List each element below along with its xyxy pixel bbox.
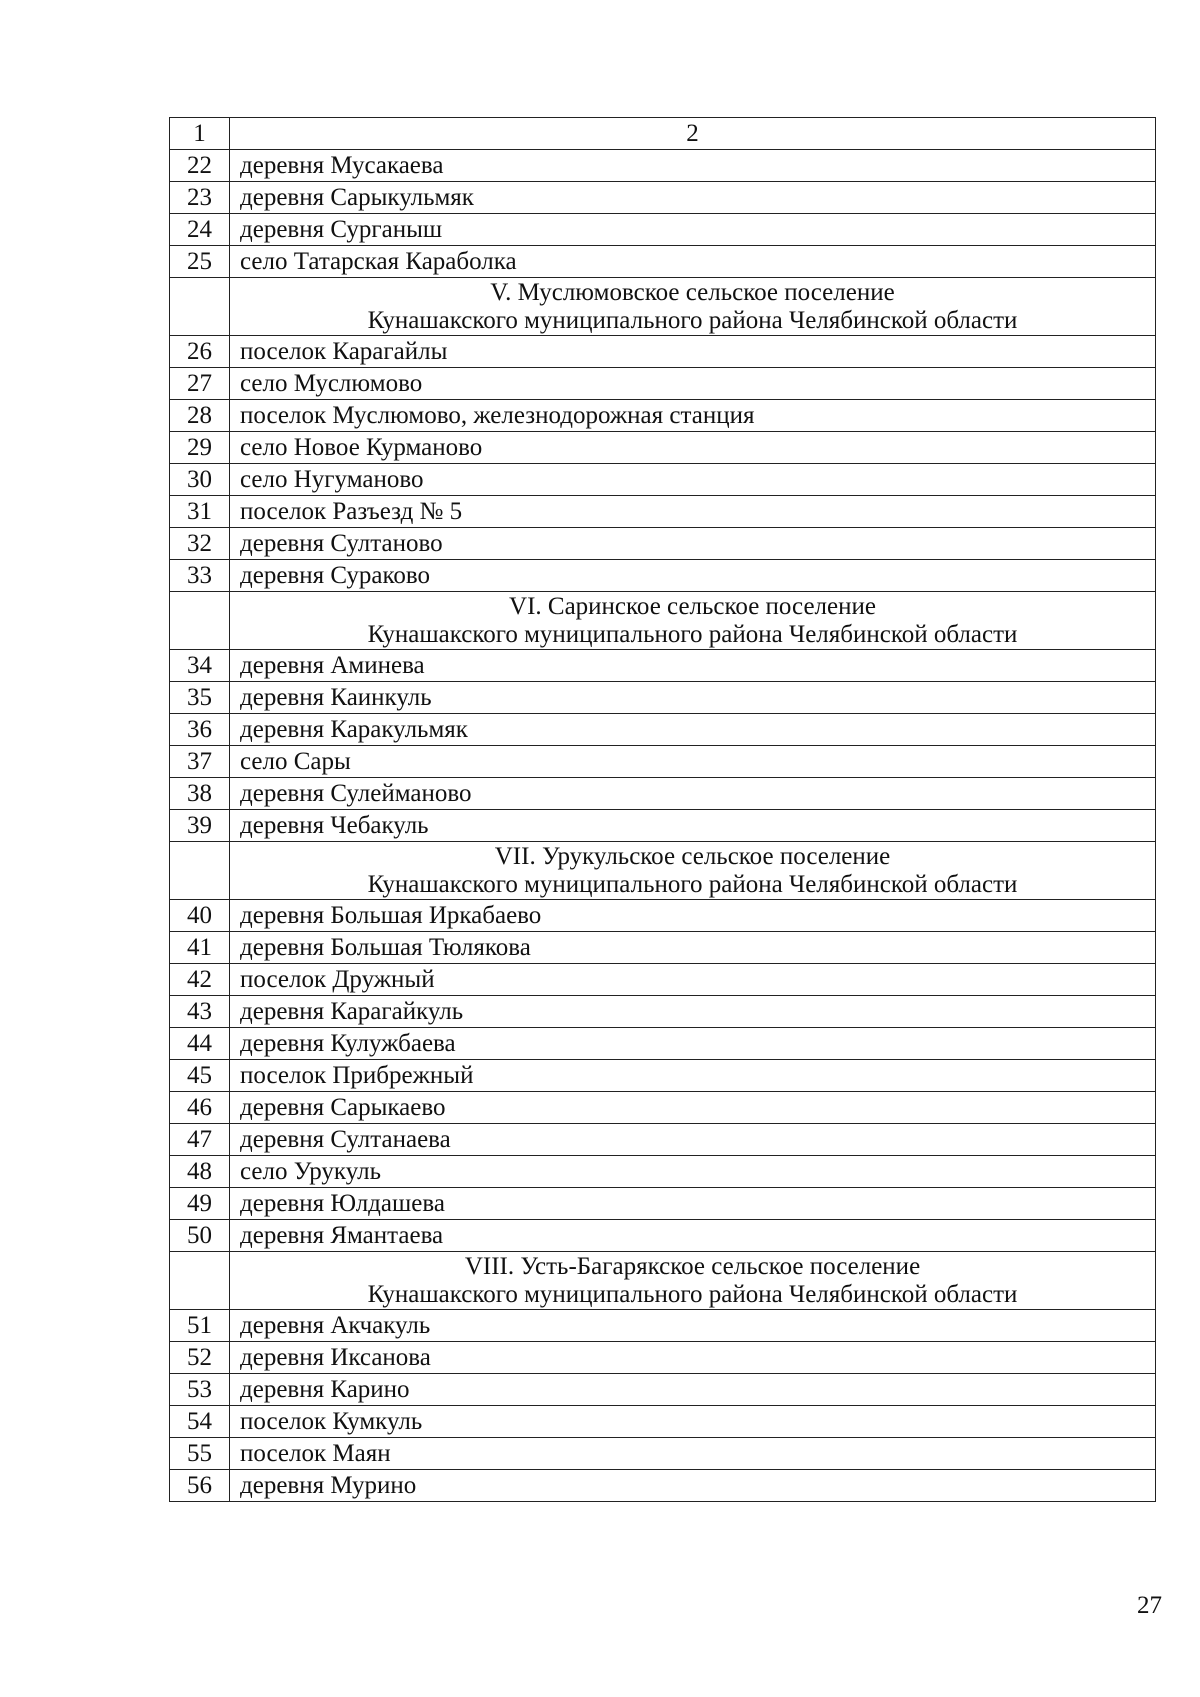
row-number: 43 (170, 996, 230, 1028)
table-header-row (170, 118, 1156, 150)
row-number: 48 (170, 1156, 230, 1188)
settlement-name: село Нугуманово (230, 464, 1156, 496)
table-row (170, 932, 1156, 964)
row-number: 52 (170, 1342, 230, 1374)
settlement-name: поселок Дружный (230, 964, 1156, 996)
row-number: 33 (170, 560, 230, 592)
row-number: 49 (170, 1188, 230, 1220)
section-title-line2: Кунашакского муниципального района Челябинской области (367, 306, 1018, 334)
section-title (230, 1252, 1156, 1310)
row-number: 41 (170, 932, 230, 964)
table-row (170, 1220, 1156, 1252)
row-number: 51 (170, 1310, 230, 1342)
settlement-name: деревня Юлдашева (230, 1188, 1156, 1220)
settlements-table (169, 117, 1156, 1502)
row-number: 31 (170, 496, 230, 528)
settlement-name: поселок Маян (230, 1438, 1156, 1470)
settlement-name: село Сары (230, 746, 1156, 778)
settlement-name: деревня Сураково (230, 560, 1156, 592)
table-row (170, 464, 1156, 496)
row-number: 53 (170, 1374, 230, 1406)
table-row (170, 496, 1156, 528)
section-title-line2: Кунашакского муниципального района Челябинской области (367, 1280, 1018, 1308)
row-number: 54 (170, 1406, 230, 1438)
row-number: 22 (170, 150, 230, 182)
table-row (170, 746, 1156, 778)
settlement-name: село Урукуль (230, 1156, 1156, 1188)
table-row (170, 400, 1156, 432)
section-number-cell (170, 842, 230, 900)
table-row (170, 682, 1156, 714)
row-number: 45 (170, 1060, 230, 1092)
settlement-name: деревня Большая Иркабаево (230, 900, 1156, 932)
row-number: 55 (170, 1438, 230, 1470)
table-row (170, 246, 1156, 278)
row-number: 29 (170, 432, 230, 464)
table-row (170, 778, 1156, 810)
table-row (170, 336, 1156, 368)
row-number: 38 (170, 778, 230, 810)
settlement-name: село Татарская Караболка (230, 246, 1156, 278)
row-number: 39 (170, 810, 230, 842)
table-row (170, 1028, 1156, 1060)
section-number-cell (170, 278, 230, 336)
settlement-name: деревня Акчакуль (230, 1310, 1156, 1342)
settlement-name: поселок Карагайлы (230, 336, 1156, 368)
settlement-name: деревня Сулейманово (230, 778, 1156, 810)
row-number: 36 (170, 714, 230, 746)
settlement-name: деревня Ямантаева (230, 1220, 1156, 1252)
table-row (170, 1156, 1156, 1188)
section-header-row (170, 1252, 1156, 1310)
section-title (230, 278, 1156, 336)
row-number: 25 (170, 246, 230, 278)
section-title-line2: Кунашакского муниципального района Челябинской области (367, 870, 1018, 898)
row-number: 23 (170, 182, 230, 214)
settlement-name: поселок Муслюмово, железнодорожная станция (230, 400, 1156, 432)
section-header-row (170, 842, 1156, 900)
table-row (170, 996, 1156, 1028)
table-row (170, 1470, 1156, 1502)
settlement-name: деревня Карино (230, 1374, 1156, 1406)
settlement-name: деревня Каракульмяк (230, 714, 1156, 746)
table-row (170, 214, 1156, 246)
row-number: 32 (170, 528, 230, 560)
settlement-name: поселок Разъезд № 5 (230, 496, 1156, 528)
table-row (170, 1310, 1156, 1342)
table-row (170, 560, 1156, 592)
settlement-name: село Новое Курманово (230, 432, 1156, 464)
table-row (170, 368, 1156, 400)
section-title-line1: V. Муслюмовское сельское поселение (490, 278, 895, 306)
settlements-table-body (170, 118, 1156, 1502)
table-row (170, 964, 1156, 996)
table-row (170, 650, 1156, 682)
table-row (170, 1124, 1156, 1156)
settlement-name: деревня Каинкуль (230, 682, 1156, 714)
table-row (170, 1406, 1156, 1438)
settlement-name: деревня Султаново (230, 528, 1156, 560)
section-title-line1: VIII. Усть-Багарякское сельское поселение (464, 1252, 921, 1280)
row-number: 35 (170, 682, 230, 714)
column-name-header: 2 (230, 118, 1156, 150)
table-row (170, 150, 1156, 182)
settlement-name: поселок Кумкуль (230, 1406, 1156, 1438)
settlement-name: деревня Султанаева (230, 1124, 1156, 1156)
row-number: 44 (170, 1028, 230, 1060)
settlement-name: деревня Сарыкульмяк (230, 182, 1156, 214)
row-number: 24 (170, 214, 230, 246)
row-number: 46 (170, 1092, 230, 1124)
table-row (170, 900, 1156, 932)
table-row (170, 1438, 1156, 1470)
table-row (170, 714, 1156, 746)
row-number: 50 (170, 1220, 230, 1252)
row-number: 47 (170, 1124, 230, 1156)
settlement-name: деревня Аминева (230, 650, 1156, 682)
section-title-line1: VII. Урукульское сельское поселение (494, 842, 891, 870)
table-row (170, 182, 1156, 214)
settlement-name: деревня Сурганыш (230, 214, 1156, 246)
section-number-cell (170, 592, 230, 650)
settlement-name: деревня Кулужбаева (230, 1028, 1156, 1060)
table-row (170, 432, 1156, 464)
section-header-row (170, 278, 1156, 336)
table-row (170, 528, 1156, 560)
settlement-name: деревня Мусакаева (230, 150, 1156, 182)
section-header-row (170, 592, 1156, 650)
table-row (170, 1374, 1156, 1406)
settlement-name: деревня Иксанова (230, 1342, 1156, 1374)
table-row (170, 810, 1156, 842)
table-row (170, 1060, 1156, 1092)
section-number-cell (170, 1252, 230, 1310)
table-row (170, 1188, 1156, 1220)
settlement-name: деревня Чебакуль (230, 810, 1156, 842)
row-number: 28 (170, 400, 230, 432)
page-number: 27 (1137, 1592, 1162, 1619)
settlement-name: село Муслюмово (230, 368, 1156, 400)
settlement-name: деревня Мурино (230, 1470, 1156, 1502)
column-number-header: 1 (170, 118, 230, 150)
settlement-name: поселок Прибрежный (230, 1060, 1156, 1092)
row-number: 42 (170, 964, 230, 996)
table-row (170, 1092, 1156, 1124)
settlement-name: деревня Сарыкаево (230, 1092, 1156, 1124)
row-number: 56 (170, 1470, 230, 1502)
section-title-line2: Кунашакского муниципального района Челябинской области (367, 620, 1018, 648)
row-number: 26 (170, 336, 230, 368)
row-number: 30 (170, 464, 230, 496)
row-number: 40 (170, 900, 230, 932)
section-title (230, 592, 1156, 650)
settlement-name: деревня Большая Тюлякова (230, 932, 1156, 964)
row-number: 34 (170, 650, 230, 682)
settlement-name: деревня Карагайкуль (230, 996, 1156, 1028)
section-title (230, 842, 1156, 900)
row-number: 37 (170, 746, 230, 778)
section-title-line1: VI. Саринское сельское поселение (509, 592, 876, 620)
table-row (170, 1342, 1156, 1374)
row-number: 27 (170, 368, 230, 400)
